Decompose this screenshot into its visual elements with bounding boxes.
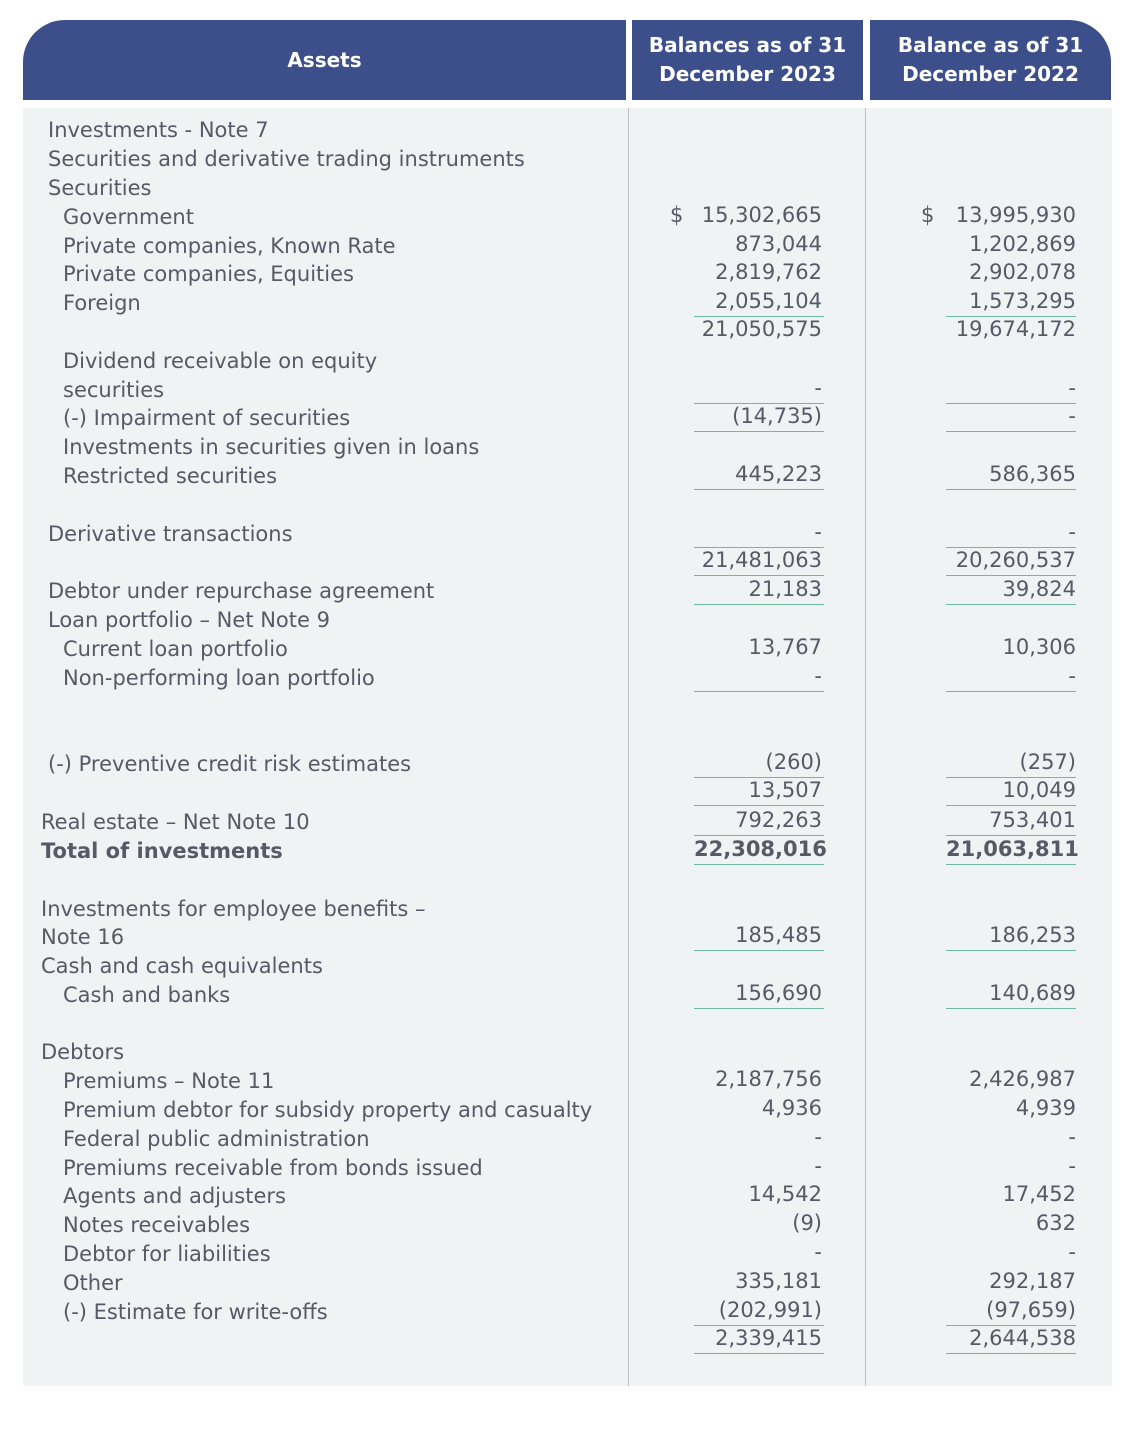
value-2022: - [1068, 664, 1076, 688]
value-2022: 292,187 [989, 1269, 1076, 1293]
row-label: Premium debtor for subsidy property and casualty [63, 1098, 593, 1122]
value-2022: 753,401 [989, 808, 1076, 832]
value-2023: (9) [792, 1211, 822, 1235]
row-label: Foreign [63, 291, 141, 315]
row-label: Dividend receivable on equity [63, 349, 378, 373]
header-2022 [870, 20, 1111, 100]
row-label: Notes receivables [63, 1213, 251, 1237]
sum-underline [946, 864, 1076, 865]
sum-underline [946, 950, 1076, 951]
sum-underline [946, 691, 1076, 692]
value-2023: 185,485 [735, 923, 822, 947]
value-2022: 1,573,295 [969, 289, 1076, 313]
row-label: Private companies, Known Rate [63, 234, 396, 258]
value-2023: (260) [765, 750, 822, 774]
row-label: Premiums – Note 11 [63, 1069, 275, 1093]
value-2022: - [1068, 404, 1076, 428]
sum-underline [694, 489, 824, 490]
value-2023: 2,055,104 [715, 289, 822, 313]
table-row [0, 203, 1136, 232]
row-label: Premiums receivable from bonds issued [63, 1156, 483, 1180]
sum-underline [694, 864, 824, 865]
value-2022: 19,674,172 [955, 317, 1076, 341]
value-2022: 186,253 [989, 923, 1076, 947]
row-label: Non-performing loan portfolio [63, 666, 375, 690]
value-2022: 39,824 [1002, 577, 1076, 601]
table-row [0, 750, 1136, 779]
table-row [0, 548, 1136, 577]
value-2023: (202,991) [718, 1298, 822, 1322]
value-2022: 13,995,930 [955, 203, 1076, 227]
row-label: Securities [48, 176, 152, 200]
table-row [0, 952, 1136, 981]
row-label: Note 16 [41, 925, 125, 949]
row-label: Debtors [41, 1040, 125, 1064]
value-2022: 632 [1035, 1211, 1076, 1235]
table-row [0, 289, 1136, 318]
value-2023: 873,044 [735, 232, 822, 256]
table-row [0, 1326, 1136, 1355]
value-2022: 140,689 [989, 981, 1076, 1005]
table-row [0, 1067, 1136, 1096]
header-2023 [632, 20, 863, 100]
row-label: Current loan portfolio [63, 637, 288, 661]
table-row [0, 232, 1136, 261]
row-label: Restricted securities [63, 464, 278, 488]
row-label: (-) Preventive credit risk estimates [48, 752, 412, 776]
value-2022: 2,902,078 [969, 260, 1076, 284]
value-2023: - [814, 1154, 822, 1178]
value-2023: (14,735) [732, 404, 822, 428]
value-2023: 445,223 [735, 462, 822, 486]
value-2023: - [814, 664, 822, 688]
currency-symbol-2023: $ [670, 203, 684, 227]
table-row [0, 260, 1136, 289]
table-row [0, 1038, 1136, 1067]
row-label: Federal public administration [63, 1127, 370, 1151]
sum-underline [694, 1353, 824, 1354]
table-row [0, 145, 1136, 174]
value-2023: 4,936 [761, 1096, 822, 1120]
row-label: Other [63, 1271, 123, 1295]
row-label: Investments in securities given in loans [63, 435, 480, 459]
value-2023: - [814, 1240, 822, 1264]
row-label: Derivative transactions [48, 522, 293, 546]
table-row [0, 606, 1136, 635]
row-label: Cash and banks [63, 983, 231, 1007]
table-row [0, 837, 1136, 866]
table-row [0, 1125, 1136, 1154]
row-label: Loan portfolio – Net Note 9 [48, 608, 330, 632]
value-2022: 21,063,811 [946, 837, 1079, 861]
table-row [0, 808, 1136, 837]
table-row [0, 174, 1136, 203]
row-label: Private companies, Equities [63, 262, 354, 286]
value-2022: (97,659) [986, 1298, 1076, 1322]
value-2023: 2,187,756 [715, 1067, 822, 1091]
table-row [0, 1269, 1136, 1298]
sum-underline [694, 691, 824, 692]
value-2023: 2,819,762 [715, 260, 822, 284]
table-row [0, 462, 1136, 491]
sum-underline [694, 604, 824, 605]
table-row [0, 376, 1136, 405]
row-label: Investments - Note 7 [48, 118, 269, 142]
table-row [0, 433, 1136, 462]
value-2022: 2,644,538 [969, 1326, 1076, 1350]
value-2022: 586,365 [989, 462, 1076, 486]
header-assets [23, 20, 626, 100]
value-2023: 21,050,575 [701, 317, 822, 341]
table-row [0, 577, 1136, 606]
value-2023: 13,767 [748, 635, 822, 659]
value-2023: 792,263 [735, 808, 822, 832]
row-label: (-) Impairment of securities [63, 406, 351, 430]
table-row [0, 347, 1136, 376]
value-2023: 335,181 [735, 1269, 822, 1293]
sum-underline [694, 1008, 824, 1009]
row-label: Debtor for liabilities [63, 1242, 271, 1266]
value-2022: 10,306 [1002, 635, 1076, 659]
value-2022: 4,939 [1015, 1096, 1076, 1120]
row-label: securities [63, 378, 165, 402]
value-2022: - [1068, 376, 1076, 400]
sum-underline [946, 604, 1076, 605]
table-row [0, 116, 1136, 145]
value-2023: - [814, 520, 822, 544]
row-label: Government [63, 205, 194, 229]
value-2023: 21,183 [748, 577, 822, 601]
sum-underline [946, 1008, 1076, 1009]
row-label: Agents and adjusters [63, 1184, 286, 1208]
row-label: Investments for employee benefits – [41, 897, 426, 921]
value-2023: - [814, 376, 822, 400]
table-row [0, 1182, 1136, 1211]
value-2022: - [1068, 1154, 1076, 1178]
row-label: Cash and cash equivalents [41, 954, 323, 978]
sum-underline [946, 431, 1076, 432]
value-2022: (257) [1019, 750, 1076, 774]
sum-underline [694, 431, 824, 432]
value-2023: 13,507 [748, 778, 822, 802]
table-row [0, 778, 1136, 807]
value-2022: - [1068, 520, 1076, 544]
value-2023: - [814, 1125, 822, 1149]
header-assets-label: Assets [287, 47, 362, 72]
value-2022: 10,049 [1002, 778, 1076, 802]
table-row [0, 520, 1136, 549]
header-2022-label: Balance as of 31 December 2022 [897, 33, 1084, 86]
table-row [0, 981, 1136, 1010]
table-row [0, 1154, 1136, 1183]
row-label: Securities and derivative trading instruments [48, 147, 525, 171]
value-2022: 20,260,537 [955, 548, 1076, 572]
value-2022: - [1068, 1125, 1076, 1149]
table-row [0, 895, 1136, 924]
value-2022: 1,202,869 [969, 232, 1076, 256]
value-2022: - [1068, 1240, 1076, 1264]
sum-underline [946, 489, 1076, 490]
value-2022: 2,426,987 [969, 1067, 1076, 1091]
value-2023: 156,690 [735, 981, 822, 1005]
table-row [0, 1298, 1136, 1327]
table-row [0, 664, 1136, 693]
value-2022: 17,452 [1002, 1182, 1076, 1206]
currency-symbol-2022: $ [921, 203, 935, 227]
row-label: Debtor under repurchase agreement [48, 579, 435, 603]
table-row [0, 404, 1136, 433]
value-2023: 15,302,665 [701, 203, 822, 227]
table-row [0, 1240, 1136, 1269]
table-row [0, 635, 1136, 664]
table-row [0, 1211, 1136, 1240]
sum-underline [694, 950, 824, 951]
value-2023: 14,542 [748, 1182, 822, 1206]
row-label: (-) Estimate for write-offs [63, 1300, 328, 1324]
table-row [0, 317, 1136, 346]
row-label: Real estate – Net Note 10 [41, 810, 310, 834]
table-row [0, 923, 1136, 952]
value-2023: 21,481,063 [701, 548, 822, 572]
sum-underline [946, 1353, 1076, 1354]
value-2023: 2,339,415 [715, 1326, 822, 1350]
table-row [0, 1096, 1136, 1125]
header-2023-label: Balances as of 31 December 2023 [648, 33, 847, 86]
value-2023: 22,308,016 [694, 837, 827, 861]
row-label: Total of investments [41, 839, 283, 863]
